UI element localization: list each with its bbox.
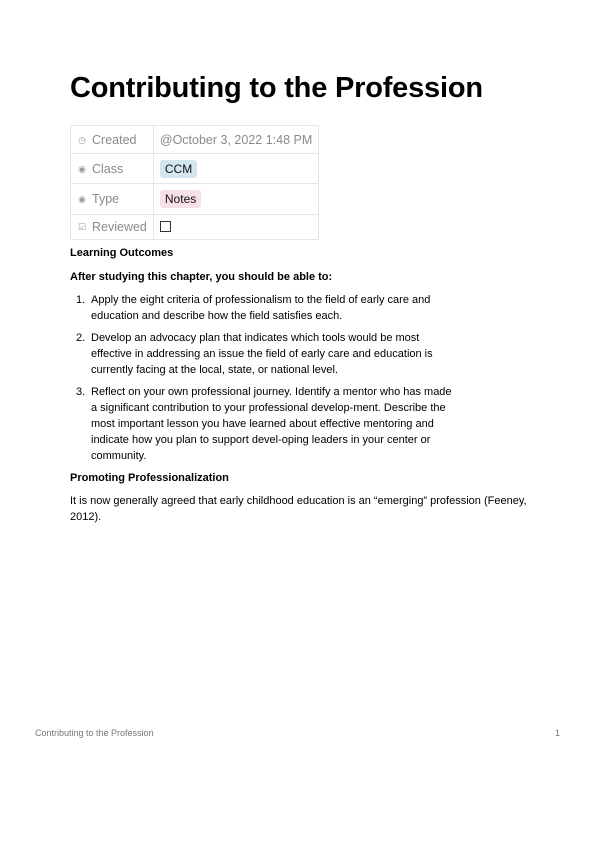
property-row-reviewed xyxy=(71,215,319,240)
promoting-paragraph: It is now generally agreed that early childhood education is an “emerging” profession (Feeney, 2012). xyxy=(70,495,527,523)
type-tag[interactable]: Notes xyxy=(160,190,201,208)
property-key-created xyxy=(71,126,154,154)
list-item-text: Apply the eight criteria of professionalism to the field of early care and education and describe how the field satisfies each. xyxy=(91,294,431,322)
type-value[interactable] xyxy=(153,184,318,215)
property-key-type xyxy=(71,184,154,215)
page-number: 1 xyxy=(554,728,560,738)
created-value[interactable]: @October 3, 2022 1:48 PM xyxy=(153,126,318,154)
list-item-text: Develop an advocacy plan that indicates which tools would be most effective in addressing an issue the field of early care and education is currently facing at the local, state, or national level. xyxy=(91,332,433,376)
property-row-created xyxy=(71,126,319,154)
property-label: Type xyxy=(92,192,120,206)
page-content xyxy=(70,245,540,525)
property-key-class xyxy=(71,154,154,184)
class-value[interactable] xyxy=(153,154,318,184)
footer-title: Contributing to the Profession xyxy=(35,728,154,738)
property-label: Reviewed xyxy=(92,220,147,234)
learning-outcomes-heading: Learning Outcomes xyxy=(70,247,174,259)
reviewed-checkbox[interactable] xyxy=(160,221,171,232)
select-icon: ◉ xyxy=(78,194,86,204)
after-studying-heading: After studying this chapter, you should be able to: xyxy=(70,271,333,283)
property-row-type xyxy=(71,184,319,215)
clock-icon: ◷ xyxy=(78,134,86,145)
select-icon: ◉ xyxy=(78,163,86,174)
reviewed-value xyxy=(153,215,318,240)
outcomes-list xyxy=(70,292,540,464)
list-item-text: Reflect on your own professional journey. Identify a mentor who has made a significant contribution to your professional develop-ment. Describe the most important lesson you have learned about effective mentoring and indicate how you plan to support devel-oping leaders in your center or community. xyxy=(91,386,452,462)
list-item xyxy=(70,384,453,464)
list-item-number: 1. xyxy=(76,294,86,306)
page-title: Contributing to the Profession xyxy=(70,72,483,104)
property-label: Class xyxy=(92,161,124,176)
list-item xyxy=(70,292,453,324)
checkbox-icon: ☑ xyxy=(77,222,87,232)
list-item-number: 3. xyxy=(76,386,86,398)
class-tag[interactable]: CCM xyxy=(160,160,197,178)
list-item-number: 2. xyxy=(76,332,86,344)
property-key-reviewed xyxy=(71,215,154,240)
list-item xyxy=(70,330,453,378)
property-row-class xyxy=(71,154,319,184)
property-label: Created xyxy=(92,132,137,147)
properties-table xyxy=(70,125,319,240)
promoting-heading: Promoting Professionalization xyxy=(70,472,229,484)
